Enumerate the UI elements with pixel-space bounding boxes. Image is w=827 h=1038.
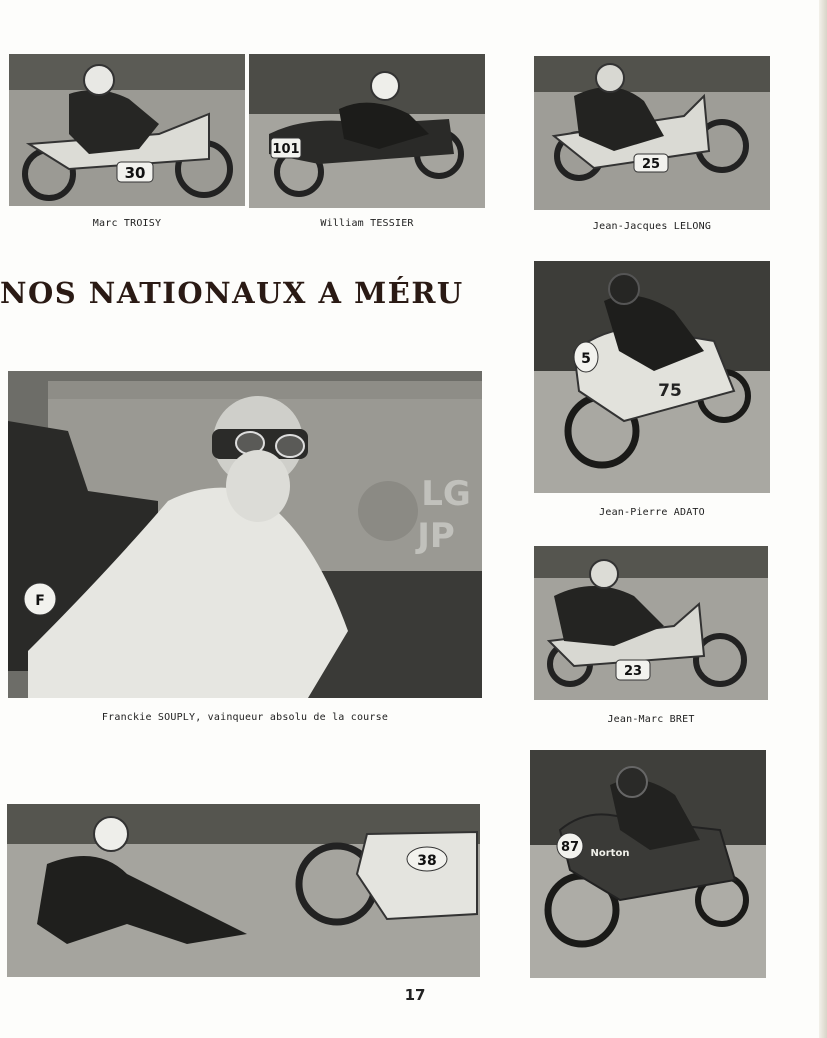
- plate-number-adato: 5: [581, 351, 591, 367]
- photo-jean-pierre-adato-image: [534, 261, 770, 493]
- car-plate-letter: F: [35, 593, 45, 609]
- photo-william-tessier: [249, 54, 485, 208]
- race-number-troisy: 30: [124, 164, 146, 182]
- race-number-crash: 38: [417, 853, 437, 869]
- photo-jean-jacques-lelong-image: [534, 56, 770, 210]
- page-edge: [819, 0, 827, 1038]
- photo-william-tessier-image: [249, 54, 485, 208]
- page-headline: NOS NATIONAUX A MÉRU: [0, 276, 464, 310]
- photo-jean-pierre-adato: [534, 261, 770, 493]
- photo-crash-image: [7, 804, 480, 977]
- watermark-lg: LG: [421, 474, 471, 514]
- watermark-jp: JP: [417, 516, 455, 556]
- photo-jean-marc-bret-image: [534, 546, 768, 700]
- page-number: 17: [404, 986, 426, 1004]
- photo-norton-rider: [530, 750, 766, 978]
- photo-franckie-souply-image: [8, 371, 482, 698]
- photo-jean-marc-bret: [534, 546, 768, 700]
- caption-william-tessier: William TESSIER: [320, 218, 414, 229]
- race-number-adato: 75: [658, 381, 682, 401]
- caption-jean-pierre-adato: Jean-Pierre ADATO: [599, 507, 705, 518]
- photo-crash: [7, 804, 480, 977]
- race-number-bret: 23: [623, 664, 643, 679]
- norton-tank-label: Norton: [590, 848, 630, 859]
- photo-franckie-souply: [8, 371, 482, 698]
- photo-marc-troisy-image: [9, 54, 245, 206]
- race-number-tessier: 101: [272, 142, 300, 157]
- caption-marc-troisy: Marc TROISY: [92, 218, 162, 229]
- race-number-lelong: 25: [641, 157, 661, 172]
- caption-jean-marc-bret: Jean-Marc BRET: [607, 714, 695, 725]
- race-number-norton: 87: [560, 840, 580, 855]
- photo-marc-troisy: [9, 54, 245, 206]
- caption-jean-jacques-lelong: Jean-Jacques LELONG: [592, 221, 712, 232]
- photo-norton-rider-image: [530, 750, 766, 978]
- caption-franckie-souply: Franckie SOUPLY, vainqueur absolu de la course: [101, 712, 389, 723]
- photo-jean-jacques-lelong: [534, 56, 770, 210]
